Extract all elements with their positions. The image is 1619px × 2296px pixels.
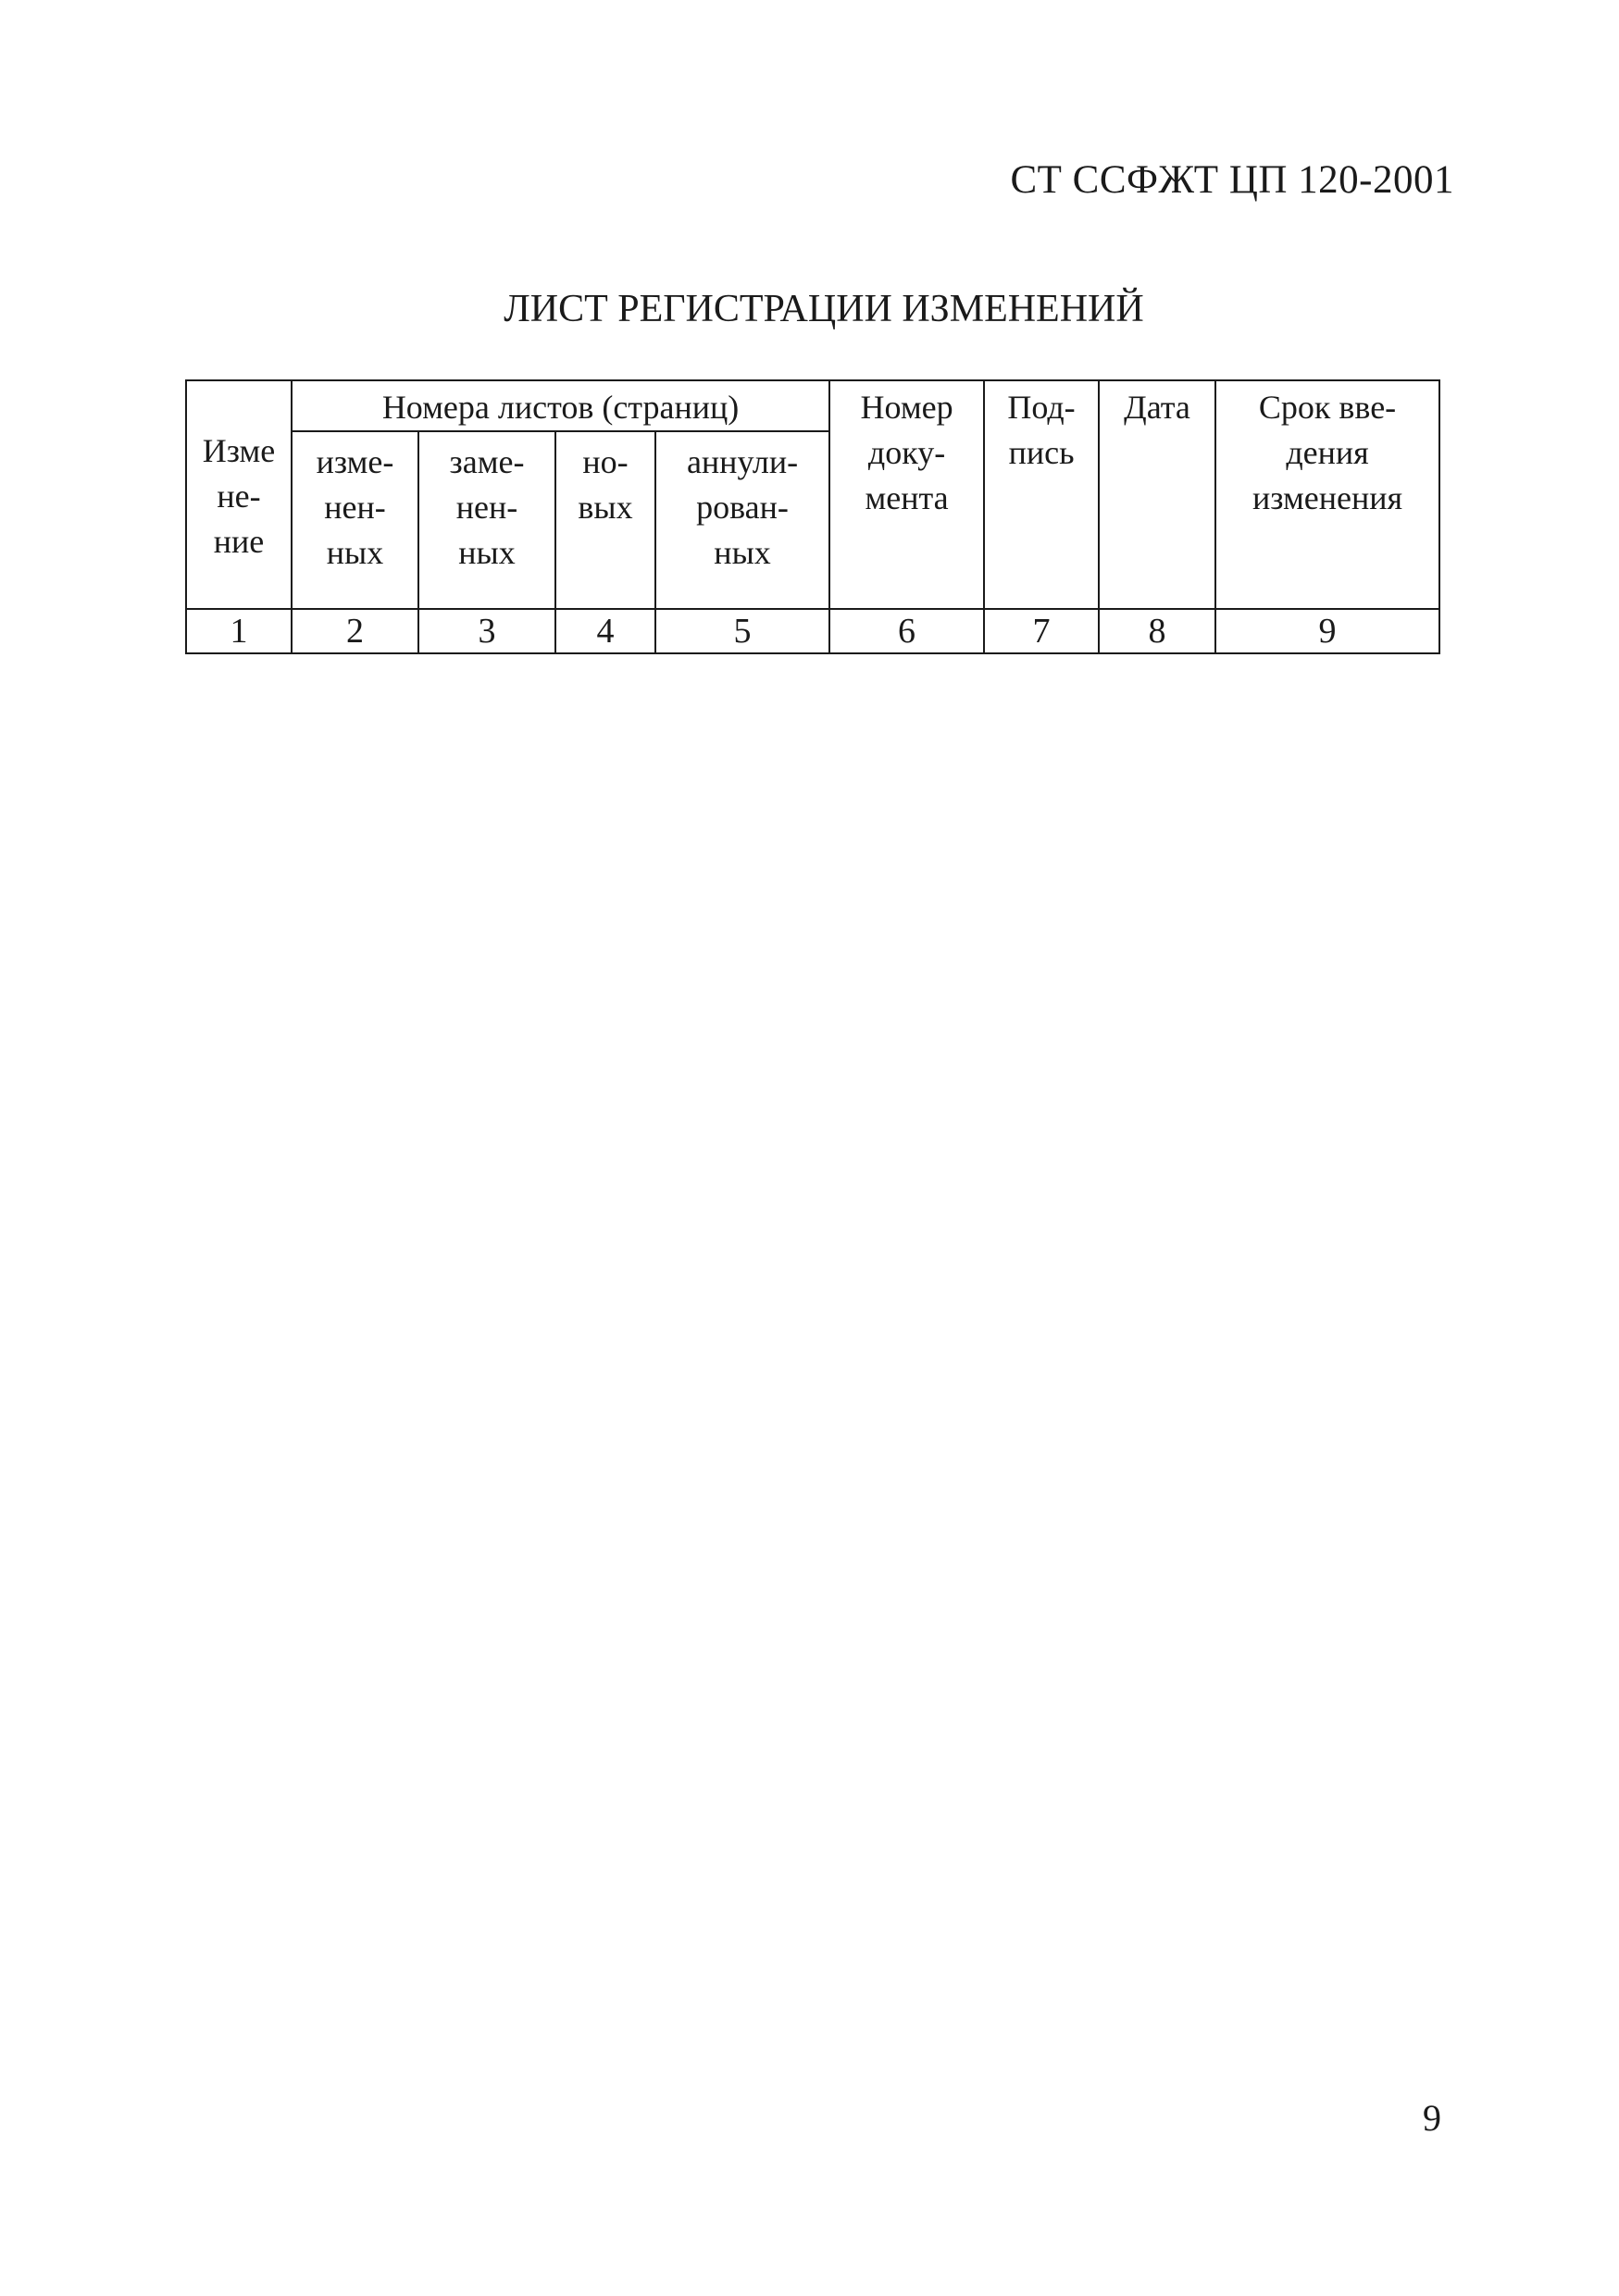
change-registration-table: [185, 379, 1440, 654]
header-new-sheets: но- вых: [555, 431, 655, 609]
column-number: 5: [655, 609, 829, 653]
header-changed-sheets: изме- нен- ных: [292, 431, 418, 609]
header-signature: Под- пись: [984, 380, 1099, 609]
header-sheet-numbers-group: Номера листов (страниц): [292, 380, 829, 431]
header-replaced-sheets: заме- нен- ных: [418, 431, 555, 609]
header-date: Дата: [1099, 380, 1215, 609]
page-number: 9: [1423, 2097, 1441, 2139]
column-number: 2: [292, 609, 418, 653]
header-change: Изме не- ние: [186, 380, 292, 609]
column-number: 1: [186, 609, 292, 653]
header-effective-date: Срок вве- дения изменения: [1215, 380, 1439, 609]
header-document-number: Номер доку- мента: [829, 380, 984, 609]
column-number: 6: [829, 609, 984, 653]
document-code: СТ ССФЖТ ЦП 120-2001: [1010, 158, 1454, 202]
header-row-top: [186, 380, 1439, 431]
column-number: 3: [418, 609, 555, 653]
column-number: 7: [984, 609, 1099, 653]
column-number-row: [186, 609, 1439, 653]
column-number: 4: [555, 609, 655, 653]
column-number: 9: [1215, 609, 1439, 653]
header-annulled-sheets: аннули- рован- ных: [655, 431, 829, 609]
column-number: 8: [1099, 609, 1215, 653]
page-title: ЛИСТ РЕГИСТРАЦИИ ИЗМЕНЕНИЙ: [504, 288, 1144, 330]
